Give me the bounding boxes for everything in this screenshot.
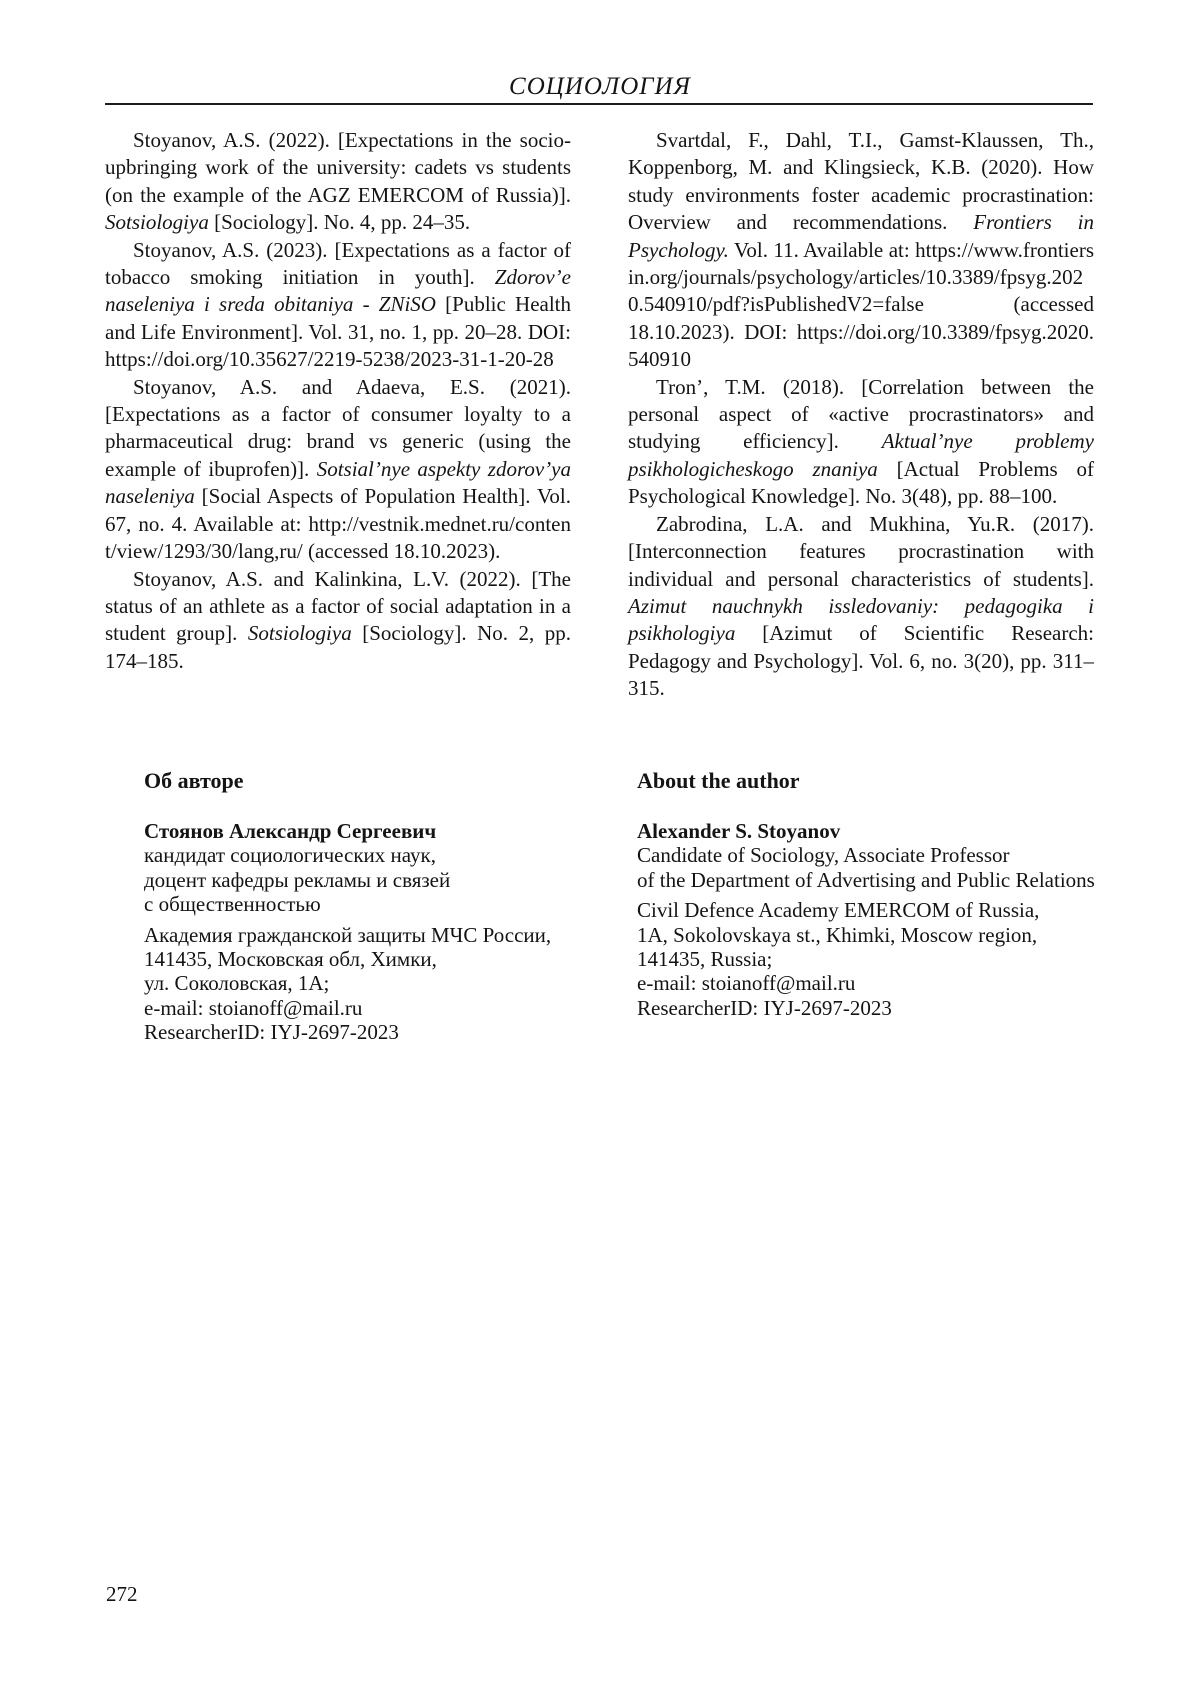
- author-researcherid-line: ResearcherID: IYJ-2697-2023: [637, 995, 892, 1020]
- author-role-line: с общественностью: [144, 892, 321, 917]
- reference-text: [Sociology]. No. 2, pp. 174–185.: [105, 621, 571, 673]
- reference-text: Stoyanov, A.S. (2023). [Expectations as a factor of tobacco smoking initiation in youth].: [105, 237, 571, 290]
- reference-url[interactable]: https://doi.org/10.35627/2219-5238/2023-31-1-20-28: [105, 347, 554, 372]
- author-role-line: of the Department of Advertising and Public Relations: [637, 867, 1095, 892]
- reference-entry: [628, 374, 1094, 511]
- reference-url[interactable]: https://www.frontiersin.org/journals/psychology/articles/10.3389/fpsyg.2020.540910/pdf?isPublishedV2=false: [628, 237, 1094, 317]
- author-affiliation-en: [637, 898, 1107, 1020]
- reference-entry: [628, 511, 1094, 703]
- reference-text: [Social Aspects of Population Health]. Vol. 67, no. 4. Available at:: [105, 484, 571, 536]
- reference-entry: [105, 237, 571, 374]
- reference-text: Stoyanov, A.S. (2022). [Expectations in the socio-upbringing work of the university: cadets vs students (on the example of the AGZ EMERCOM of Russia)].: [105, 128, 571, 207]
- author-name-en: Alexander S. Stoyanov: [637, 819, 841, 843]
- header-rule: [105, 103, 1093, 105]
- journal-title: Sotsiologiya: [247, 621, 352, 646]
- reference-text: Svartdal, F., Dahl, T.I., Gamst-Klaussen, Th., Koppenborg, M. and Klingsieck, K.B. (2020). How study environments foster academic procrastination: Overview and recommendations.: [628, 128, 1094, 235]
- affiliation-line: 141435, Московская обл, Химки,: [144, 947, 437, 972]
- section-running-head: СОЦИОЛОГИЯ: [509, 73, 691, 100]
- affiliation-line: ул. Соколовская, 1А;: [144, 971, 330, 996]
- journal-title: Frontiers in Psychology.: [628, 210, 1094, 262]
- about-author-ru: [144, 768, 594, 1045]
- reference-text: (accessed 18.10.2023). DOI:: [628, 292, 1094, 344]
- references-column-right: [628, 127, 1094, 703]
- reference-text: Stoyanov, A.S. and Kalinkina, L.V. (2022). [The status of an athlete as a factor of social adaptation in a student group].: [105, 566, 571, 646]
- about-heading-en: About the author: [637, 768, 800, 793]
- author-role-line: Candidate of Sociology, Associate Professor: [637, 843, 1010, 868]
- author-researcherid-line: ResearcherID: IYJ-2697-2023: [144, 1020, 399, 1045]
- reference-text: [Azimut of Scientific Research: Pedagogy and Psychology]. Vol. 6, no. 3(20), pp. 311–315.: [628, 621, 1094, 701]
- affiliation-line: Civil Defence Academy EMERCOM of Russia,: [637, 898, 1040, 923]
- references-section: [105, 127, 1095, 703]
- reference-entry: [105, 127, 571, 237]
- reference-url[interactable]: https://doi.org/10.3389/fpsyg.2020.540910: [628, 319, 1094, 372]
- author-email-line: e-mail: stoianoff@mail.ru: [637, 971, 856, 996]
- author-affiliation-ru: [144, 923, 594, 1045]
- journal-title: Zdorov’e naseleniya i sreda obitaniya - ZNiSO: [105, 265, 571, 317]
- reference-text: Stoyanov, A.S. and Adaeva, E.S. (2021). [Expectations as a factor of consumer loyalty to a pharmaceutical drug: brand vs generic (using the example of ibuprofen)].: [105, 374, 571, 481]
- affiliation-line: Академия гражданской защиты МЧС России,: [144, 922, 552, 947]
- reference-text: Zabrodina, L.A. and Mukhina, Yu.R. (2017). [Interconnection features procrastination with individual and personal characteristics of students].: [628, 511, 1094, 591]
- reference-text: Tron’, T.M. (2018). [Correlation between the personal aspect of «active procrastinators» and studying efficiency].: [628, 374, 1094, 454]
- affiliation-line: 141435, Russia;: [637, 947, 773, 972]
- reference-entry: [105, 566, 571, 676]
- author-role-line: доцент кафедры рекламы и связей: [144, 867, 451, 892]
- reference-text: [Sociology]. No. 4, pp. 24–35.: [208, 210, 471, 235]
- reference-text: [Actual Problems of Psychological Knowledge]. No. 3(48), pp. 88–100.: [628, 456, 1095, 509]
- reference-entry: [628, 127, 1094, 374]
- author-role-line: кандидат социологических наук,: [144, 843, 436, 868]
- author-name-ru: Стоянов Александр Сергеевич: [144, 819, 437, 843]
- about-author-en: [637, 768, 1107, 1020]
- affiliation-line: 1A, Sokolovskaya st., Khimki, Moscow region,: [637, 922, 1038, 947]
- journal-title: Sotsiologiya: [105, 210, 209, 235]
- about-heading-ru: Об авторе: [144, 768, 244, 793]
- reference-text: [Public Health and Life Environment]. Vol. 31, no. 1, pp. 20–28. DOI:: [105, 292, 572, 344]
- journal-title: Azimut nauchnykh issledovaniy: pedagogika i psikhologiya: [628, 593, 1094, 646]
- reference-url[interactable]: http://vestnik.mednet.ru/content/view/1293/30/lang,ru/: [105, 511, 571, 564]
- reference-entry: [105, 374, 571, 566]
- page-number: 272: [106, 1582, 138, 1606]
- reference-text: Vol. 11. Available at:: [728, 237, 916, 262]
- references-column-left: [105, 127, 571, 703]
- journal-title: Sotsial’nye aspekty zdorov’ya naseleniya: [105, 456, 571, 509]
- reference-text: (accessed 18.10.2023).: [302, 539, 501, 564]
- journal-title: Aktual’nye problemy psikhologicheskogo znaniya: [628, 429, 1094, 481]
- author-email-line: e-mail: stoianoff@mail.ru: [144, 995, 363, 1020]
